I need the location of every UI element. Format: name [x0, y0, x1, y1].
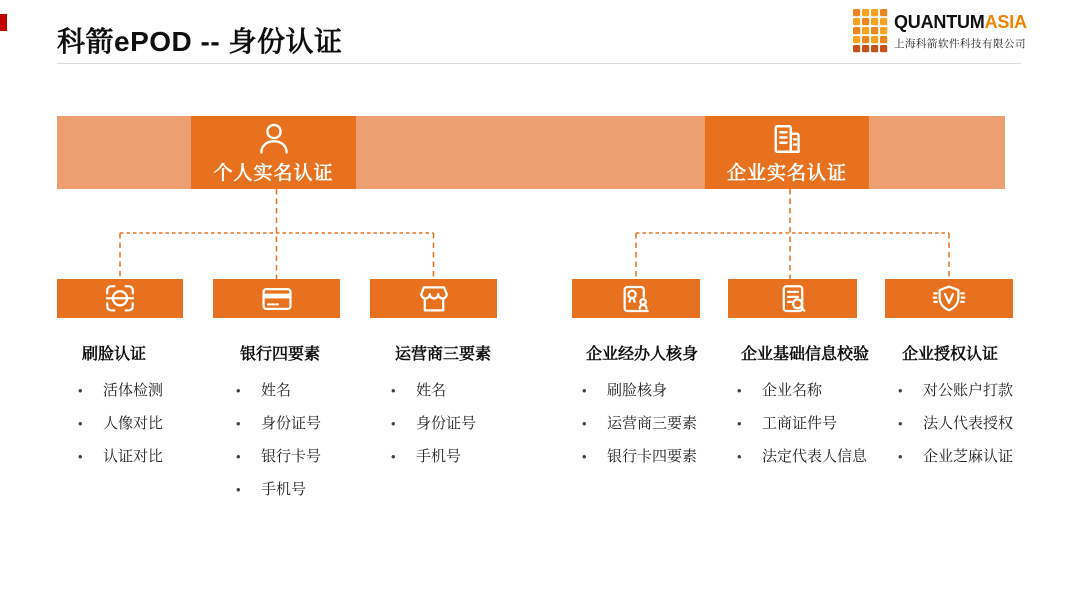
brand-primary: QUANTUM — [894, 12, 985, 32]
bullet-icon: • — [582, 383, 587, 398]
list-item-text: 认证对比 — [103, 448, 164, 465]
list-item — [391, 446, 566, 467]
list-item — [236, 413, 411, 434]
title-divider — [57, 63, 1021, 64]
column-carrier-three-elements — [391, 341, 566, 479]
column-title: 企业基础信息校验 — [741, 346, 870, 363]
list-item — [78, 380, 253, 401]
bullet-icon: • — [737, 383, 742, 398]
list-item-text: 企业名称 — [762, 382, 823, 399]
list-item — [582, 413, 757, 434]
bullet-icon: • — [78, 383, 83, 398]
list-item — [582, 380, 757, 401]
person-icon — [256, 121, 292, 157]
list-item — [78, 413, 253, 434]
bullet-list — [582, 380, 757, 467]
face-scan-icon — [103, 282, 137, 316]
list-item-text: 银行卡四要素 — [607, 448, 698, 465]
bullet-icon: • — [236, 416, 241, 431]
list-item — [898, 413, 1073, 434]
list-item-text: 人像对比 — [103, 415, 164, 432]
list-item-text: 姓名 — [261, 382, 292, 399]
company-logo — [853, 9, 1027, 53]
doc-search-icon — [776, 282, 810, 316]
red-accent-bar — [0, 14, 7, 31]
bullet-icon: • — [78, 416, 83, 431]
column-agent-verification — [582, 341, 757, 479]
list-item-text: 活体检测 — [103, 382, 164, 399]
list-item-text: 法定代表人信息 — [762, 448, 868, 465]
storefront-icon — [417, 282, 451, 316]
bullet-icon: • — [391, 416, 396, 431]
bullet-icon: • — [737, 449, 742, 464]
list-item-text: 银行卡号 — [261, 448, 322, 465]
bullet-icon: • — [391, 449, 396, 464]
list-item — [737, 446, 912, 467]
agent-id-icon — [619, 282, 653, 316]
column-title: 刷脸认证 — [82, 346, 147, 363]
bullet-list — [78, 380, 253, 467]
brand-name — [894, 12, 1027, 32]
shield-check-icon — [932, 282, 966, 316]
bullet-icon: • — [391, 383, 396, 398]
list-item-text: 工商证件号 — [762, 415, 838, 432]
list-item-text: 刷脸核身 — [607, 382, 668, 399]
bullet-icon: • — [898, 383, 903, 398]
list-item — [391, 413, 566, 434]
box-bank-four-elements — [213, 279, 340, 318]
list-item — [582, 446, 757, 467]
parent-node-label: 企业实名认证 — [726, 162, 847, 184]
company-name: 上海科箭软件科技有限公司 — [894, 38, 1026, 50]
list-item — [236, 446, 411, 467]
bank-card-icon — [260, 282, 294, 316]
bullet-icon: • — [898, 416, 903, 431]
list-item — [898, 380, 1073, 401]
bullet-list — [737, 380, 912, 467]
column-basic-info-check — [737, 341, 912, 479]
bullet-icon: • — [236, 449, 241, 464]
box-face-authentication — [57, 279, 183, 318]
list-item-text: 运营商三要素 — [607, 415, 698, 432]
box-agent-verification — [572, 279, 700, 318]
list-item-text: 身份证号 — [416, 415, 477, 432]
page-title: 科箭ePOD -- 身份认证 — [57, 26, 343, 57]
parent-node-label: 个人实名认证 — [213, 162, 334, 184]
list-item-text: 对公账户打款 — [923, 382, 1014, 399]
bullet-icon: • — [582, 449, 587, 464]
column-title: 运营商三要素 — [395, 346, 492, 363]
list-item — [236, 479, 411, 500]
list-item — [391, 380, 566, 401]
bullet-icon: • — [78, 449, 83, 464]
column-face-authentication — [78, 341, 253, 479]
list-item — [78, 446, 253, 467]
bullet-icon: • — [898, 449, 903, 464]
box-basic-info-check — [728, 279, 857, 318]
list-item-text: 手机号 — [261, 481, 307, 498]
logo-dot-grid-icon — [853, 9, 889, 53]
list-item — [737, 380, 912, 401]
list-item-text: 手机号 — [416, 448, 462, 465]
column-title: 企业授权认证 — [902, 346, 999, 363]
list-item — [236, 380, 411, 401]
list-item-text: 身份证号 — [261, 415, 322, 432]
node-personal-authentication — [191, 116, 356, 189]
box-authorization-auth — [885, 279, 1013, 318]
list-item-text: 法人代表授权 — [923, 415, 1014, 432]
column-title: 银行四要素 — [240, 346, 321, 363]
bullet-icon: • — [737, 416, 742, 431]
node-enterprise-authentication — [705, 116, 869, 189]
list-item — [898, 446, 1073, 467]
list-item-text: 姓名 — [416, 382, 447, 399]
bullet-icon: • — [236, 482, 241, 497]
list-item-text: 企业芝麻认证 — [923, 448, 1014, 465]
bullet-list — [898, 380, 1073, 467]
brand-secondary: ASIA — [984, 12, 1027, 32]
bullet-icon: • — [236, 383, 241, 398]
column-title: 企业经办人核身 — [586, 346, 699, 363]
buildings-icon — [769, 121, 805, 157]
logo-text — [894, 9, 1027, 51]
bullet-list — [236, 380, 411, 500]
bullet-icon: • — [582, 416, 587, 431]
list-item — [737, 413, 912, 434]
bullet-list — [391, 380, 566, 467]
column-bank-four-elements — [236, 341, 411, 512]
box-carrier-three-elements — [370, 279, 497, 318]
column-authorization-auth — [898, 341, 1073, 479]
